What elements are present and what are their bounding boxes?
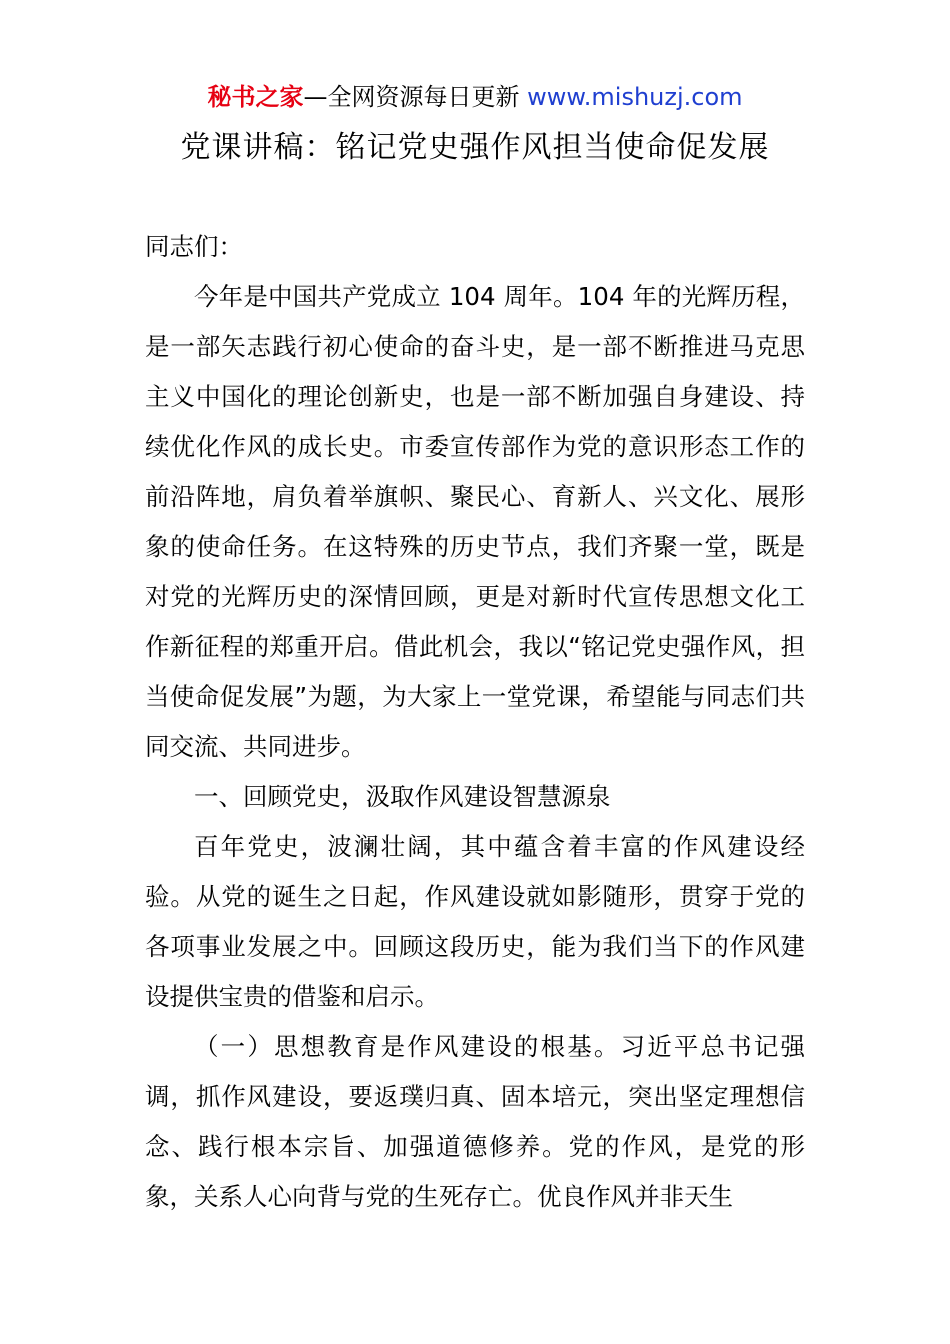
site-tagline: —全网资源每日更新 xyxy=(303,83,528,111)
paragraph-section-1: 百年党史，波澜壮阔，其中蕴含着丰富的作风建设经验。从党的诞生之日起，作风建设就如影随形，贯穿于党的各项事业发展之中。回顾这段历史，能为我们当下的作风建设提供宝贵的借鉴和启示。 xyxy=(145,832,805,1011)
paragraph-intro: 今年是中国共产党成立 104 周年。104 年的光辉历程，是一部矢志践行初心使命的奋斗史，是一部不断推进马克思主义中国化的理论创新史，也是一部不断加强自身建设、持续优化作风的成长史。市委宣传部作为党的意识形态工作的前沿阵地，肩负着举旗帜、聚民心、育新人、兴文化、展形象的使命任务。在这特殊的历史节点，我们齐聚一堂，既是对党的光辉历史的深情回顾，更是对新时代宣传思想文化工作新征程的郑重开启。借此机会，我以“铭记党史强作风，担当使命促发展”为题，为大家上一堂党课，希望能与同志们共同交流、共同进步。 xyxy=(145,282,805,761)
site-brand: 秘书之家 xyxy=(207,83,304,111)
site-url-link[interactable]: www.mishuzj.com xyxy=(527,83,743,111)
document-title: 党课讲稿：铭记党史强作风担当使命促发展 xyxy=(180,130,770,165)
salutation: 同志们： xyxy=(145,232,243,261)
document-body xyxy=(145,222,805,1222)
paragraph-subsection-1: （一）思想教育是作风建设的根基。习近平总书记强调，抓作风建设，要返璞归真、固本培元，突出坚定理想信念、践行根本宗旨、加强道德修养。党的作风，是党的形象，关系人心向背与党的生死存亡。优良作风并非天生 xyxy=(145,1032,805,1211)
site-header xyxy=(0,82,950,112)
section-heading-1: 一、回顾党史，汲取作风建设智慧源泉 xyxy=(194,782,611,811)
